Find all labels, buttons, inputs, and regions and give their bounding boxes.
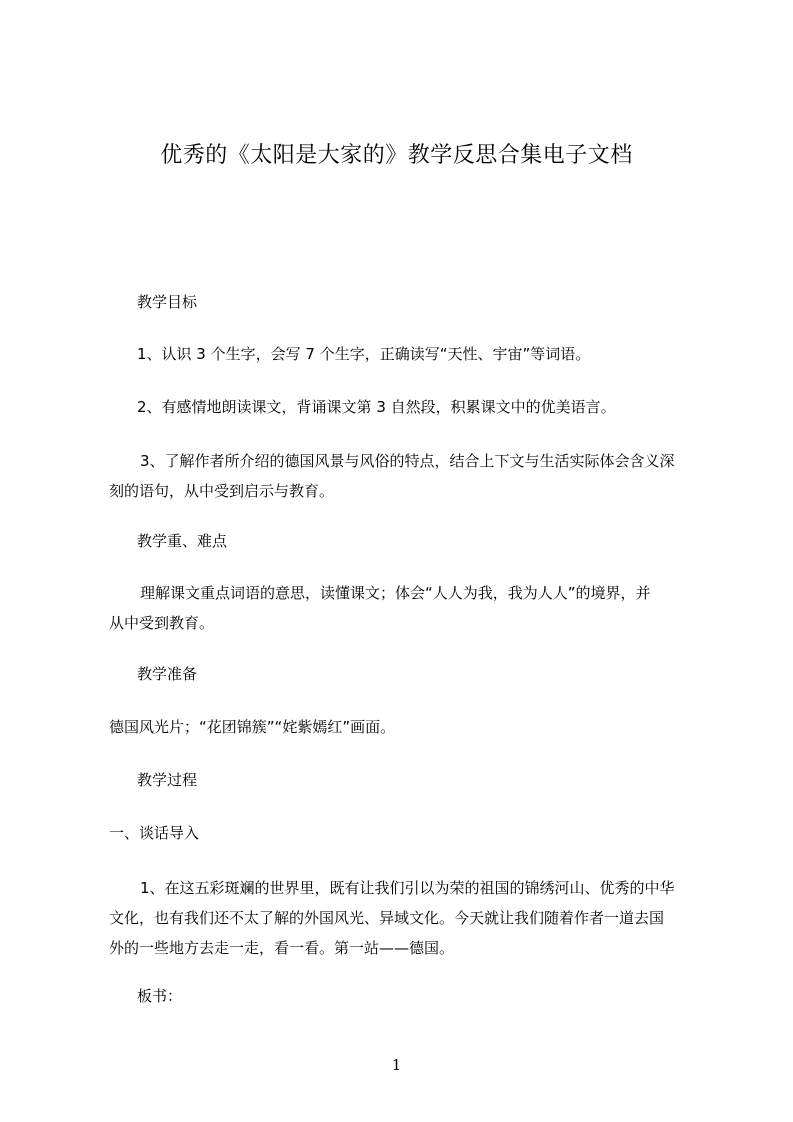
step-1-line-1: 1、在这五彩斑斓的世界里，既有让我们引以为荣的祖国的锦绣河山、优秀的中华 <box>140 879 675 897</box>
page-number: 1 <box>391 1056 402 1074</box>
step-1-line-2: 文化，也有我们还不太了解的外国风光、异域文化。今天就让我们随着作者一道去国 <box>109 909 665 927</box>
prep-heading: 教学准备 <box>137 665 198 683</box>
board-heading: 板书： <box>137 987 183 1005</box>
goal-item-1: 1、认识 3 个生字，会写 7 个生字，正确读写“天性、宇宙”等词语。 <box>137 345 591 363</box>
goal-item-3 <box>109 446 705 506</box>
step-1-heading: 一、谈话导入 <box>109 824 200 842</box>
document-title: 优秀的《太阳是大家的》教学反思合集电子文档 <box>160 143 633 168</box>
prep-text: 德国风光片；“花团锦簇”“姹紫嫣红”画面。 <box>109 718 396 736</box>
goal-item-3-line-2: 刻的语句，从中受到启示与教育。 <box>109 482 335 500</box>
goal-item-3-line-1: 3、了解作者所介绍的德国风景与风俗的特点，结合上下文与生活实际体会含义深 <box>140 452 675 470</box>
keypoints-heading: 教学重、难点 <box>137 532 228 550</box>
keypoints-line-1: 理解课文重点词语的意思，读懂课文；体会“人人为我，我为人人”的境界，并 <box>140 584 651 602</box>
keypoints-line-2: 从中受到教育。 <box>109 614 215 632</box>
step-1-line-3: 外的一些地方去走一走，看一看。第一站——德国。 <box>109 939 455 957</box>
step-1-paragraph <box>109 873 705 963</box>
keypoints-paragraph <box>109 578 705 638</box>
goals-heading: 教学目标 <box>137 293 198 311</box>
process-heading: 教学过程 <box>137 771 198 789</box>
goal-item-2: 2、有感情地朗读课文，背诵课文第 3 自然段，积累课文中的优美语言。 <box>137 398 616 416</box>
